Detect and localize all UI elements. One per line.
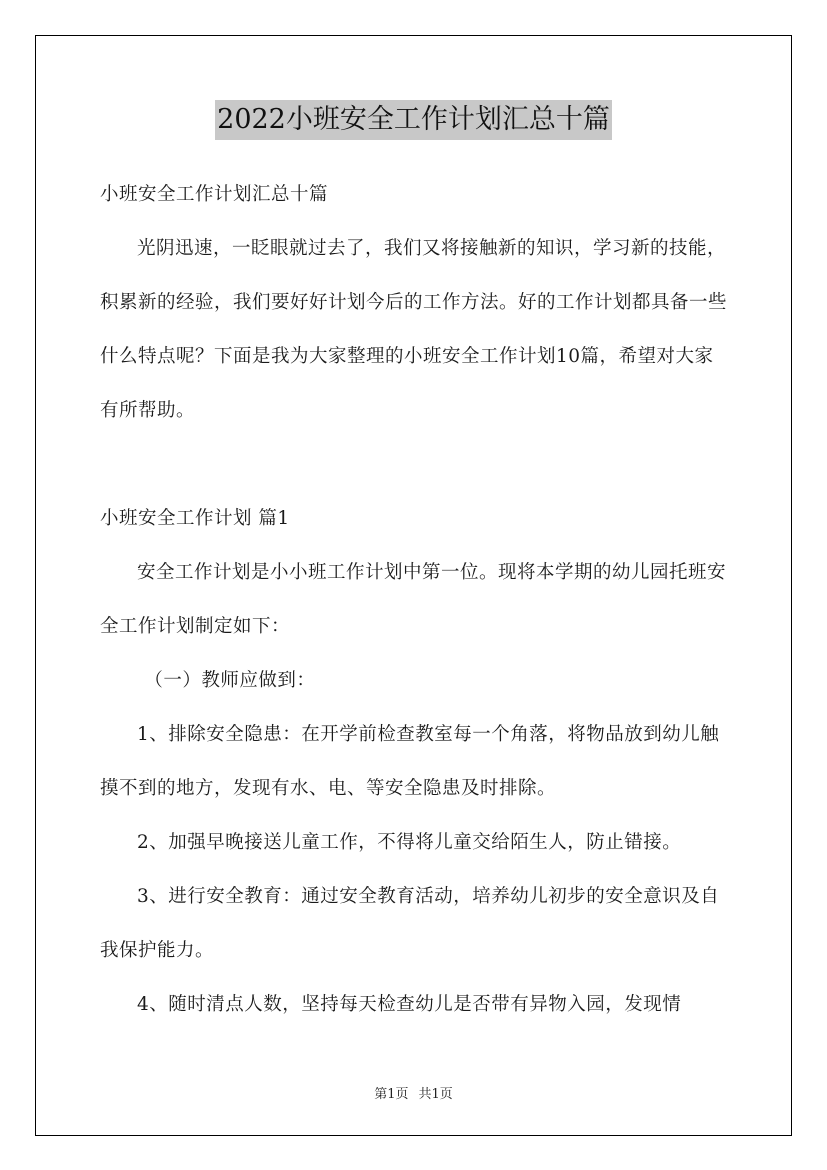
page-number-current: 第1页 xyxy=(374,1087,409,1102)
list-item: 1、排除安全隐患：在开学前检查教室每一个角落，将物品放到幼儿触摸不到的地方，发现有水、电、等安全隐患及时排除。 xyxy=(100,724,720,799)
subheading: （一）教师应做到： xyxy=(144,670,316,691)
document-title: 2022小班安全工作计划汇总十篇 xyxy=(215,100,612,140)
document-body xyxy=(100,168,730,1032)
list-item: 4、随时清点人数，坚持每天检查幼儿是否带有异物入园，发现情 xyxy=(137,994,682,1015)
document-subtitle: 小班安全工作计划汇总十篇 xyxy=(100,184,329,205)
page-footer xyxy=(0,1083,827,1102)
title-container xyxy=(0,100,827,140)
page-number-total: 共1页 xyxy=(418,1087,453,1102)
list-item: 3、进行安全教育：通过安全教育活动，培养幼儿初步的安全意识及自我保护能力。 xyxy=(100,886,720,961)
paragraph-spacer xyxy=(100,438,730,492)
list-item: 2、加强早晚接送儿童工作，不得将儿童交给陌生人，防止错接。 xyxy=(137,832,682,853)
intro-paragraph: 光阴迅速，一眨眼就过去了，我们又将接触新的知识，学习新的技能，积累新的经验，我们要好好计划今后的工作方法。好的工作计划都具备一些什么特点呢？下面是我为大家整理的小班安全工作计划10篇，希望对大家有所帮助。 xyxy=(100,238,728,421)
section-heading: 小班安全工作计划 篇1 xyxy=(100,508,290,529)
section-intro-paragraph: 安全工作计划是小小班工作计划中第一位。现将本学期的幼儿园托班安全工作计划制定如下： xyxy=(100,562,727,637)
